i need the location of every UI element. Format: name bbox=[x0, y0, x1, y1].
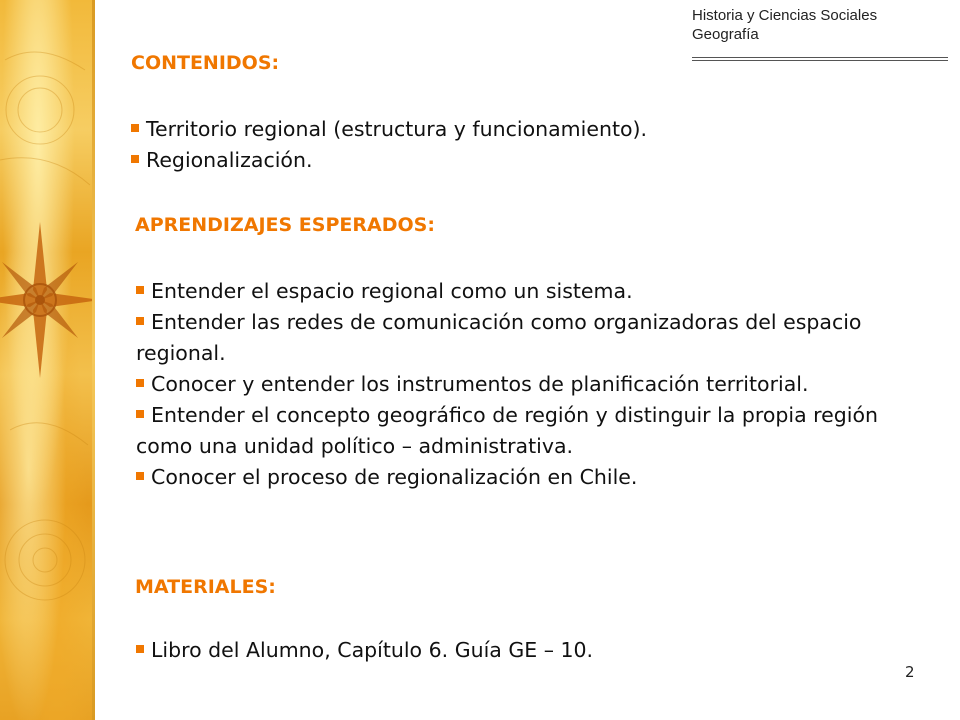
aprendizajes-list bbox=[136, 276, 926, 493]
square-bullet-icon bbox=[136, 379, 144, 387]
list-item: Conocer el proceso de regionalización en Chile. bbox=[136, 462, 926, 493]
square-bullet-icon bbox=[136, 410, 144, 418]
list-item: Libro del Alumno, Capítulo 6. Guía GE – 10. bbox=[136, 635, 926, 666]
page-number: 2 bbox=[905, 663, 915, 681]
aprendizajes-title: APRENDIZAJES ESPERADOS: bbox=[135, 214, 435, 236]
square-bullet-icon bbox=[131, 155, 139, 163]
square-bullet-icon bbox=[136, 472, 144, 480]
contenidos-list bbox=[131, 114, 931, 176]
course-subject: Historia y Ciencias Sociales bbox=[692, 7, 878, 24]
list-item: Entender las redes de comunicación como organizadoras del espacio regional. bbox=[136, 310, 862, 365]
list-item: Entender el espacio regional como un sistema. bbox=[136, 276, 926, 307]
list-item: Regionalización. bbox=[131, 145, 931, 176]
course-topic: Geografía bbox=[692, 26, 759, 43]
list-item: Territorio regional (estructura y funcionamiento). bbox=[131, 114, 931, 145]
header-divider bbox=[692, 57, 948, 61]
list-item: Conocer y entender los instrumentos de planificación territorial. bbox=[136, 369, 926, 400]
square-bullet-icon bbox=[136, 645, 144, 653]
decorative-side-band bbox=[0, 0, 95, 720]
course-header bbox=[692, 6, 952, 44]
square-bullet-icon bbox=[136, 286, 144, 294]
band-edge bbox=[92, 0, 95, 720]
contenidos-title: CONTENIDOS: bbox=[131, 52, 280, 74]
materiales-list bbox=[136, 635, 926, 666]
list-item: Entender el concepto geográfico de región y distinguir la propia región como una unidad político – administrativa. bbox=[136, 403, 879, 458]
square-bullet-icon bbox=[131, 124, 139, 132]
materiales-title: MATERIALES: bbox=[135, 576, 276, 598]
compass-rose-icon bbox=[0, 0, 95, 720]
square-bullet-icon bbox=[136, 317, 144, 325]
